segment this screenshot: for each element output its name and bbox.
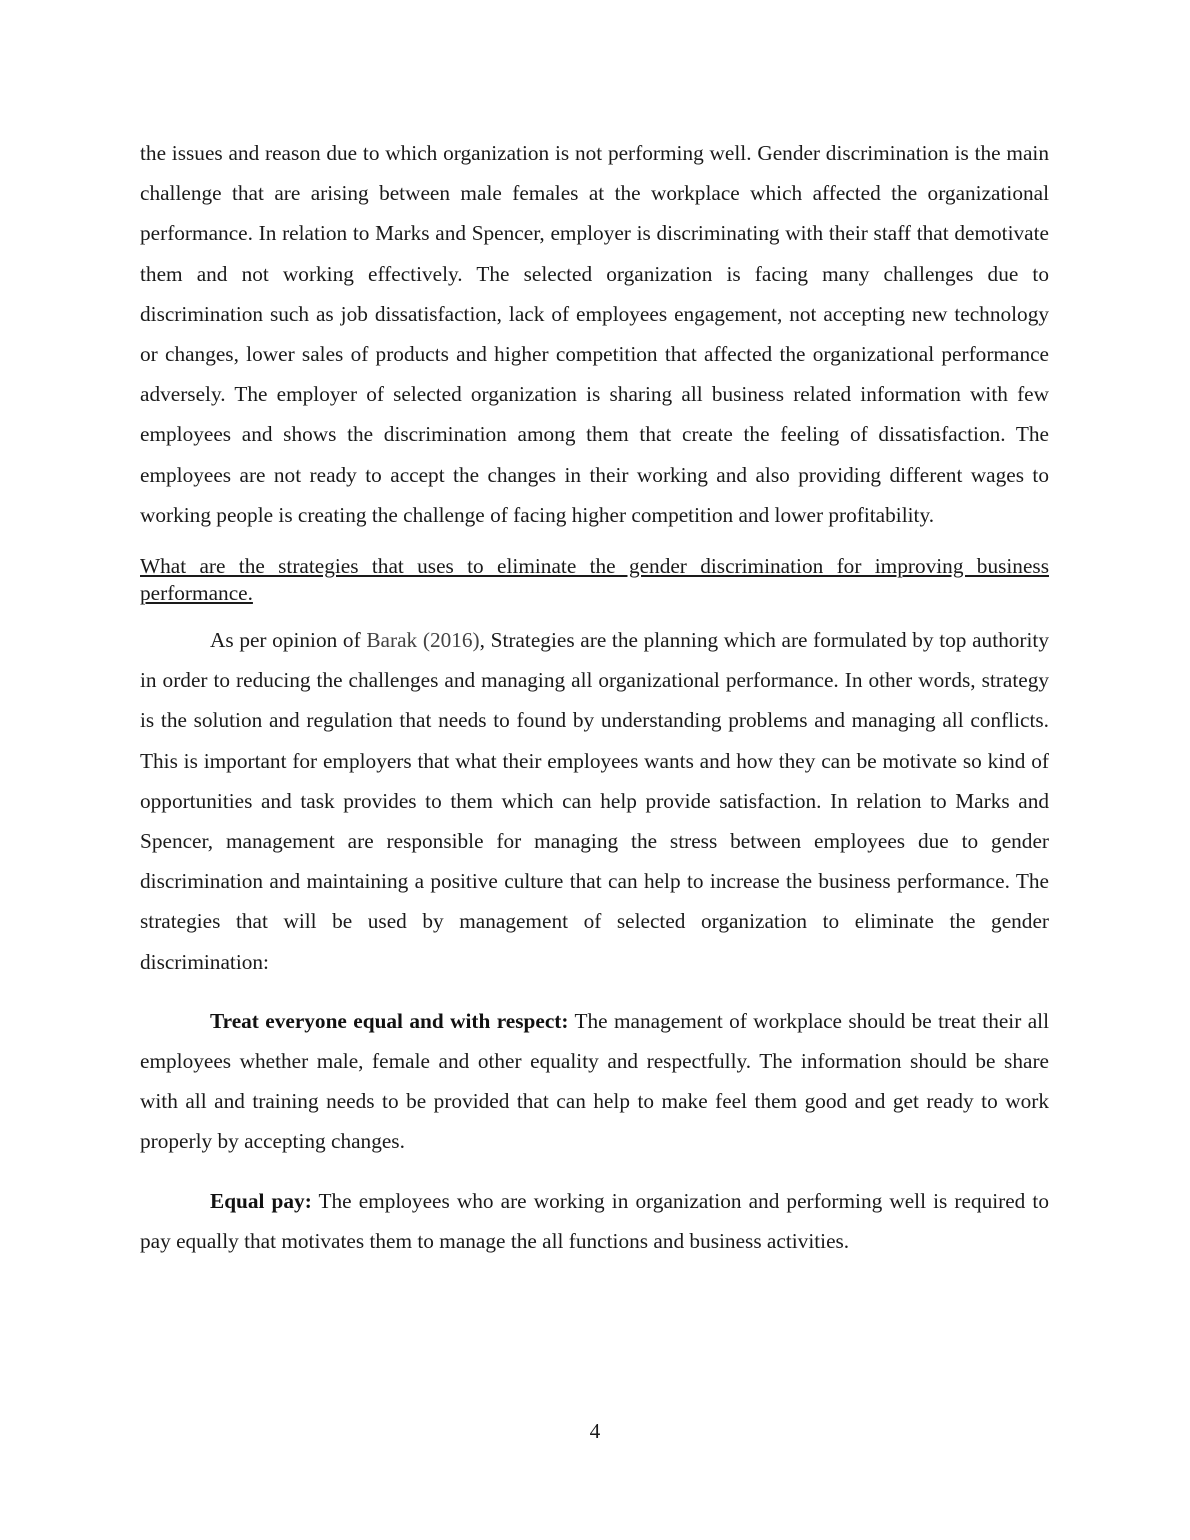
paragraph-2-body: , Strategies are the planning which are formulated by top authority in order to reducing the challenges and managing all organizational performance. In other words, strategy is the solution and regulation that needs to found by understanding problems and managing all conflicts. This is important for employers that what their employees wants and how they can be motivate so kind of opportunities and task provides to them which can help provide satisfaction. In relation to Marks and Spencer, management are responsible for managing the stress between employees due to gender discrimination and maintaining a positive culture that can help to increase the business performance. The strategies that will be used by management of selected organization to eliminate the gender discrimination: bbox=[140, 628, 1049, 974]
strategy-treat-equal-title: Treat everyone equal and with respect: bbox=[210, 1008, 569, 1033]
citation-barak: Barak (2016) bbox=[366, 628, 480, 653]
body-paragraph-2 bbox=[140, 620, 1049, 982]
strategy-treat-equal bbox=[140, 1001, 1049, 1162]
document-page bbox=[140, 133, 1049, 1261]
section-heading: What are the strategies that uses to eliminate the gender discrimination for improving business performance. bbox=[140, 554, 1049, 606]
strategy-equal-pay-title: Equal pay: bbox=[210, 1188, 312, 1213]
body-paragraph-1: the issues and reason due to which organization is not performing well. Gender discrimination is the main challenge that are arising between male females at the workplace which affected the organizational performance. In relation to Marks and Spencer, employer is discriminating with their staff that demotivate them and not working effectively. The selected organization is facing many challenges due to discrimination such as job dissatisfaction, lack of employees engagement, not accepting new technology or changes, lower sales of products and higher competition that affected the organizational performance adversely. The employer of selected organization is sharing all business related information with few employees and shows the discrimination among them that create the feeling of dissatisfaction. The employees are not ready to accept the changes in their working and also providing different wages to working people is creating the challenge of facing higher competition and lower profitability. bbox=[140, 141, 1049, 527]
strategy-equal-pay-text: The employees who are working in organization and performing well is required to pay equally that motivates them to manage the all functions and business activities. bbox=[140, 1188, 1049, 1253]
paragraph-2-lead: As per opinion of bbox=[210, 628, 367, 653]
page-number: 4 bbox=[589, 1419, 601, 1443]
strategy-equal-pay bbox=[140, 1181, 1049, 1261]
strategy-treat-equal-text: The management of workplace should be treat their all employees whether male, female and other equality and respectfully. The information should be share with all and training needs to be provided that can help to make feel them good and get ready to work properly by accepting changes. bbox=[140, 1008, 1049, 1154]
